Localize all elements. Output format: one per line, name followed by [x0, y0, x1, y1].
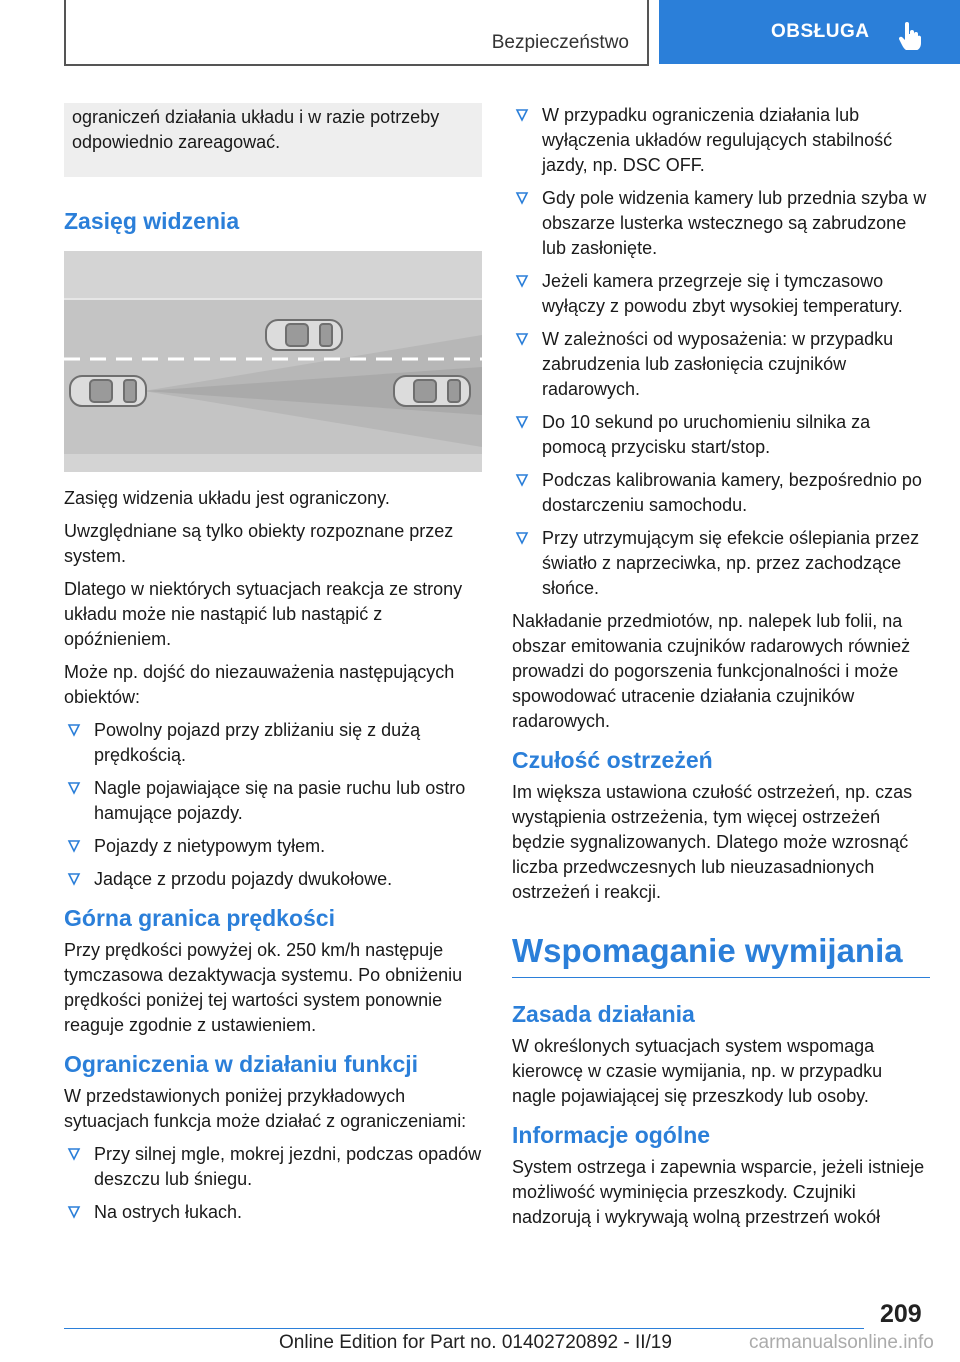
triangle-bullet-icon: [515, 191, 529, 205]
paragraph: System ostrzega i zapewnia wsparcie, jeżeli istnieje możliwość wyminięcia przeszkody. Czujniki nadzorują i wykrywają wolną przestrzeń wokół: [512, 1157, 925, 1227]
car-icon: [70, 376, 146, 406]
list-item: Przy silnej mgle, mokrej jezdni, podczas opadów deszczu lub śniegu.: [64, 1142, 482, 1192]
edition-note: Online Edition for Part no. 01402720892 - II/19: [279, 1332, 672, 1353]
chapter-tab-label: OBSŁUGA: [771, 21, 870, 42]
section-title: Bezpieczeństwo: [491, 32, 629, 53]
pointing-hand-icon: [899, 22, 923, 50]
car-icon: [266, 320, 342, 350]
chapter-tab[interactable]: [659, 0, 960, 64]
paragraph: Może np. dojść do niezauważenia następujących obiektów:: [64, 662, 455, 707]
page-number: 209: [880, 1300, 922, 1328]
right-column: [512, 103, 930, 1238]
note-box: [64, 103, 482, 177]
triangle-bullet-icon: [67, 1205, 81, 1219]
list-item: W zależności od wyposażenia: w przypadku zabrudzenia lub zasłonięcia czujników radarowych.: [512, 327, 930, 402]
list-item: Pojazdy z nietypowym tyłem.: [64, 834, 482, 859]
list-item: Jadące z przodu pojazdy dwukołowe.: [64, 867, 482, 892]
triangle-bullet-icon: [67, 872, 81, 886]
bullet-list: [512, 103, 930, 601]
list-item: Przy utrzymującym się efekcie oślepiania przez światło z naprzeciwka, np. przez zachodzące słońce.: [512, 526, 930, 601]
heading-principle: Zasada działania: [512, 1001, 695, 1027]
bullet-list: [64, 1142, 482, 1225]
note-text: ograniczeń działania układu i w razie potrzeby odpowiednio zareagować.: [72, 107, 440, 152]
range-illustration: [64, 251, 482, 472]
bullet-list: [64, 718, 482, 892]
triangle-bullet-icon: [67, 839, 81, 853]
heading-general: Informacje ogólne: [512, 1122, 711, 1148]
list-item: W przypadku ograniczenia działania lub wyłączenia układów regulujących stabilność jazdy, np. DSC OFF.: [512, 103, 930, 178]
paragraph: Zasięg widzenia układu jest ograniczony.: [64, 488, 390, 508]
list-item: Do 10 sekund po uruchomieniu silnika za pomocą przycisku start/stop.: [512, 410, 930, 460]
paragraph: Dlatego w niektórych sytuacjach reakcja ze strony układu może nie nastąpić lub nastąpić z opóźnieniem.: [64, 579, 463, 649]
triangle-bullet-icon: [67, 781, 81, 795]
paragraph: Uwzględniane są tylko obiekty rozpoznane przez system.: [64, 521, 454, 566]
triangle-bullet-icon: [515, 274, 529, 288]
heading-range: Zasięg widzenia: [64, 208, 240, 234]
left-column: [64, 103, 482, 1233]
list-item: Nagle pojawiające się na pasie ruchu lub ostro hamujące pojazdy.: [64, 776, 482, 826]
triangle-bullet-icon: [515, 108, 529, 122]
header-frame: [64, 0, 649, 66]
heading-limitations: Ograniczenia w działaniu funkcji: [64, 1051, 419, 1077]
triangle-bullet-icon: [515, 473, 529, 487]
list-item: Na ostrych łukach.: [64, 1200, 482, 1225]
triangle-bullet-icon: [67, 723, 81, 737]
triangle-bullet-icon: [515, 531, 529, 545]
triangle-bullet-icon: [515, 415, 529, 429]
heading-speed-limit: Górna granica prędkości: [64, 905, 335, 931]
triangle-bullet-icon: [515, 332, 529, 346]
paragraph: Im większa ustawiona czułość ostrzeżeń, np. czas wystąpienia ostrzeżenia, tym więcej ostrzeżeń będzie sygnalizowanych. Dlatego może wzrosnąć liczba przedwczesnych lub nieuzasadnionych ostrzeżeń i reakcji.: [512, 782, 913, 902]
paragraph: W określonych sytuacjach system wspomaga kierowcę w czasie wymijania, np. w przypadku nagle pojawiającej się przeszkody lub osoby.: [512, 1036, 883, 1106]
site-watermark: carmanualsonline.info: [749, 1332, 934, 1353]
chapter-heading: Wspomaganie wymijania: [512, 931, 930, 978]
paragraph: Nakładanie przedmiotów, np. nalepek lub folii, na obszar emitowania czujników radarowych również prowadzi do pogorszenia funkcjonalności i może spowodować utracenie działania czujników radarowych.: [512, 611, 911, 731]
list-item: Podczas kalibrowania kamery, bezpośrednio po dostarczeniu samochodu.: [512, 468, 930, 518]
range-diagram: [64, 251, 482, 472]
heading-sensitivity: Czułość ostrzeżeń: [512, 747, 713, 773]
paragraph: Przy prędkości powyżej ok. 250 km/h następuje tymczasowa dezaktywacja systemu. Po obniżeniu prędkości poniżej tej wartości system ponownie reaguje zgodnie z ustawieniem.: [64, 940, 463, 1035]
triangle-bullet-icon: [67, 1147, 81, 1161]
footer-divider: [64, 1328, 864, 1329]
list-item: Powolny pojazd przy zbliżaniu się z dużą prędkością.: [64, 718, 482, 768]
car-icon: [394, 376, 470, 406]
list-item: Jeżeli kamera przegrzeje się i tymczasowo wyłączy z powodu zbyt wysokiej temperatury.: [512, 269, 930, 319]
paragraph: W przedstawionych poniżej przykładowych sytuacjach funkcja może działać z ograniczeniami:: [64, 1086, 467, 1131]
list-item: Gdy pole widzenia kamery lub przednia szyba w obszarze lusterka wstecznego są zabrudzone lub zasłonięte.: [512, 186, 930, 261]
